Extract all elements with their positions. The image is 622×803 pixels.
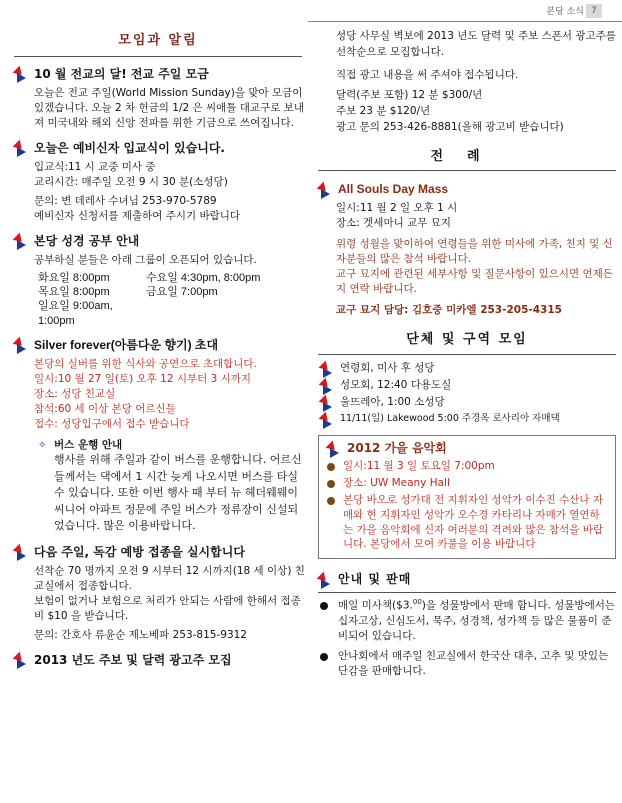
heading-text: 10 월 전교의 달! 전교 주일 모금 (34, 67, 209, 82)
bible-heading (14, 233, 308, 250)
text-line: 달력(주보 포함) 12 분 $300/년 (336, 88, 483, 101)
list-item (318, 361, 616, 376)
list-item (318, 412, 616, 427)
item-text: 장소: UW Meany Hall (343, 476, 450, 489)
arrow-bullet-icon (320, 379, 334, 393)
arrow-bullet-icon (14, 234, 28, 248)
list-item (318, 395, 616, 410)
arrow-bullet-icon (318, 183, 332, 197)
text-line: 장소: 겟세마니 교무 묘지 (336, 216, 451, 229)
text-line: 직접 광고 내용을 써 주셔야 접수됩니다. (336, 68, 519, 81)
contact-line: 교구 묘지 담당: 김호중 미카엘 253-205-4315 (336, 303, 562, 316)
dot-bullet-icon (320, 653, 328, 661)
schedule-item: 금요일 7:00pm (146, 286, 218, 299)
schedule-item: 목요일 8:00pm (38, 286, 110, 299)
text-line: 선착순 70 명까지 오전 9 시부터 12 시까지(18 세 이상) 친교실에서 접종합니다. (34, 564, 305, 592)
concert-heading (327, 440, 607, 457)
dot-bullet-icon (320, 602, 328, 610)
mission-body: 오늘은 전교 주일(World Mission Sunday)을 맞아 모금이 있겠습니다. 오늘 2 차 헌금의 1/2 은 씨애틀 대교구로 보내져 미국내와 해외 신앙 전파를 위한 기금으로 쓰여집니다. (34, 87, 304, 130)
concert-item (327, 476, 607, 491)
heading-text: 2012 가을 음악회 (347, 440, 447, 455)
text-line: 교리시간: 매주일 오전 9 시 30 분(소성당) (34, 176, 228, 189)
text-line: 교구 묘지에 관련된 세부사항 및 질문사항이 있으시면 언제든지 연락 바랍니다. (336, 267, 613, 295)
schedule-item: 일요일 9:00am, 1:00pm (38, 300, 113, 327)
sale-item (318, 649, 616, 679)
heading-text: 오늘은 예비신자 입교식이 있습니다. (34, 141, 225, 156)
arrow-bullet-icon (320, 396, 334, 410)
schedule-item (146, 299, 266, 328)
ads-heading (14, 652, 308, 669)
text-line: 보험이 없거나 보험으로 처리가 안되는 사람에 한해서 접종비 $10 을 받습니다. (34, 594, 301, 622)
ads-body (318, 28, 616, 136)
text-line: 일시:10 월 27 일(토) 오후 12 시부터 3 시까지 (34, 372, 252, 385)
page-header (308, 0, 622, 22)
heading-text: 안내 및 판매 (338, 572, 412, 587)
concert-item (327, 459, 607, 474)
text-line: 성당 사무실 벽보에 2013 년도 달력 및 주보 스폰서 광고주를 선착순으로 모집합니다. (336, 30, 616, 59)
sale-text (338, 598, 616, 643)
header-label: 본당 소식 (546, 7, 584, 17)
right-column (318, 24, 616, 678)
item-text: 11/11(일) Lakewood 5:00 주경옥 로사리아 자매댁 (340, 412, 560, 424)
text-line: 참석:60 세 이상 본당 어르신들 (34, 402, 176, 415)
schedule-item: 화요일 8:00pm (38, 271, 110, 284)
heading-text: Silver forever(아름다운 향기) 초대 (34, 337, 219, 352)
section-title: 모임과 알림 (14, 24, 302, 57)
arrow-bullet-icon (14, 338, 28, 352)
silver-heading (14, 337, 308, 354)
item-text: 연령회, 미사 후 성당 (340, 361, 435, 374)
silver-body (14, 357, 308, 432)
arrow-bullet-icon (14, 141, 28, 155)
flu-body (14, 564, 308, 643)
list-item (318, 378, 616, 393)
text-line: 일시:11 월 2 일 오후 1 시 (336, 202, 458, 215)
arrow-bullet-icon (320, 362, 334, 376)
item-text: 본당 바오로 성가대 전 지휘자인 성악가 이수진 수산나 자매와 현 지휘자인 성악가 오수경 카타리나 자매가 열연하는 가을 음악회에 신자 여러분의 격려와 많은 참석을 바랍니다. 본당에서 모여 카풀을 이용 바랍니다 (343, 493, 603, 551)
liturgy-title: 전례 (318, 144, 616, 171)
item-text: 성모회, 12:40 다용도실 (340, 378, 452, 391)
flu-heading (14, 544, 308, 561)
heading-text: 본당 성경 공부 안내 (34, 233, 140, 248)
arrow-bullet-icon (320, 413, 334, 427)
left-column (14, 24, 308, 669)
arrow-bullet-icon (327, 442, 341, 456)
all-souls-heading (318, 181, 616, 198)
text-line: 문의: 변 데레사 수녀님 253-970-5789 (34, 195, 217, 208)
arrow-bullet-icon (14, 67, 28, 81)
heading-text: All Souls Day Mass (338, 182, 449, 197)
bible-schedule (14, 271, 308, 328)
arrow-bullet-icon (14, 653, 28, 667)
text-line: 광고 문의 253-426-8881(올해 광고비 받습니다) (336, 121, 564, 134)
catechumen-heading (14, 140, 308, 157)
bus-text: 행사를 위해 주일과 같이 버스를 운행합니다. 어르신들께서는 댁에서 1 시간 늦게 나오시면 버스를 타실 수 있습니다. 또한 이번 행사 때 부터 뉴 헤더웨웨이 씨니어 아파트 정문에 주일 버스가 정류장이 신설되었습니다. 많은 이용바랍니다. (54, 453, 302, 533)
text-line: 본당의 실버를 위한 식사와 공연으로 초대합니다. (34, 358, 257, 371)
bible-intro: 공부하실 분들은 아래 그룹이 오픈되어 있습니다. (34, 253, 257, 266)
sale-text-part: 매일 미사책($3. (338, 599, 413, 612)
catechumen-body (14, 160, 308, 224)
bus-title: 버스 운행 안내 (54, 438, 123, 451)
sale-text-part: )을 성물방에서 판매 합니다. 성물방에서는 십자고상, 신심도서, 묵주, 성경책, 성가책 등 많은 물품이 준비되어 있습니다. (338, 599, 615, 642)
groups-list (318, 361, 616, 427)
concert-item (327, 493, 607, 553)
arrow-bullet-icon (14, 545, 28, 559)
item-text: 울뜨레아, 1:00 소성당 (340, 395, 445, 408)
text-line: 접수: 성당입구에서 접수 받습니다 (34, 417, 190, 430)
text-line: 주보 23 분 $120/년 (336, 105, 431, 118)
sale-text: 안나회에서 매주일 친교실에서 한국산 대추, 고추 및 맛있는 단감을 판매합니다. (338, 649, 609, 677)
bus-notice (14, 438, 308, 535)
heading-text: 2013 년도 주보 및 달력 광고주 모집 (34, 652, 232, 667)
mission-heading (14, 66, 308, 83)
diamond-bullet-icon: ✧ (38, 439, 47, 451)
text-line: 예비신자 신청서를 제출하여 주시기 바랍니다 (34, 209, 241, 222)
item-text: 일시:11 월 3 일 토요일 7:00pm (343, 459, 495, 472)
text-line: 문의: 간호사 류윤순 제노베파 253-815-9312 (34, 628, 247, 641)
schedule-item: 수요일 4:30pm, 8:00pm (146, 271, 261, 284)
arrow-bullet-icon (318, 573, 332, 587)
concert-box (318, 435, 616, 559)
text-line: 위령 성월을 맞이하여 연령들을 위한 미사에 가족, 친지 및 신자분들의 많은 참석 바랍니다. (336, 237, 613, 265)
bus-notice-body (50, 438, 308, 535)
dot-bullet-icon (327, 480, 335, 488)
groups-title: 단체 및 구역 모임 (318, 327, 616, 354)
dot-bullet-icon (327, 463, 335, 471)
heading-text: 다음 주일, 독감 예방 접종을 실시합니다 (34, 544, 245, 559)
all-souls-body (318, 201, 616, 317)
text-line: 입교식:11 시 교중 미사 중 (34, 161, 156, 174)
sales-heading (318, 567, 616, 593)
dot-bullet-icon (327, 497, 335, 505)
price-cents: 00 (412, 598, 422, 607)
text-line: 장소: 성당 친교실 (34, 387, 116, 400)
page-number: 7 (586, 4, 602, 18)
sale-item (318, 598, 616, 643)
